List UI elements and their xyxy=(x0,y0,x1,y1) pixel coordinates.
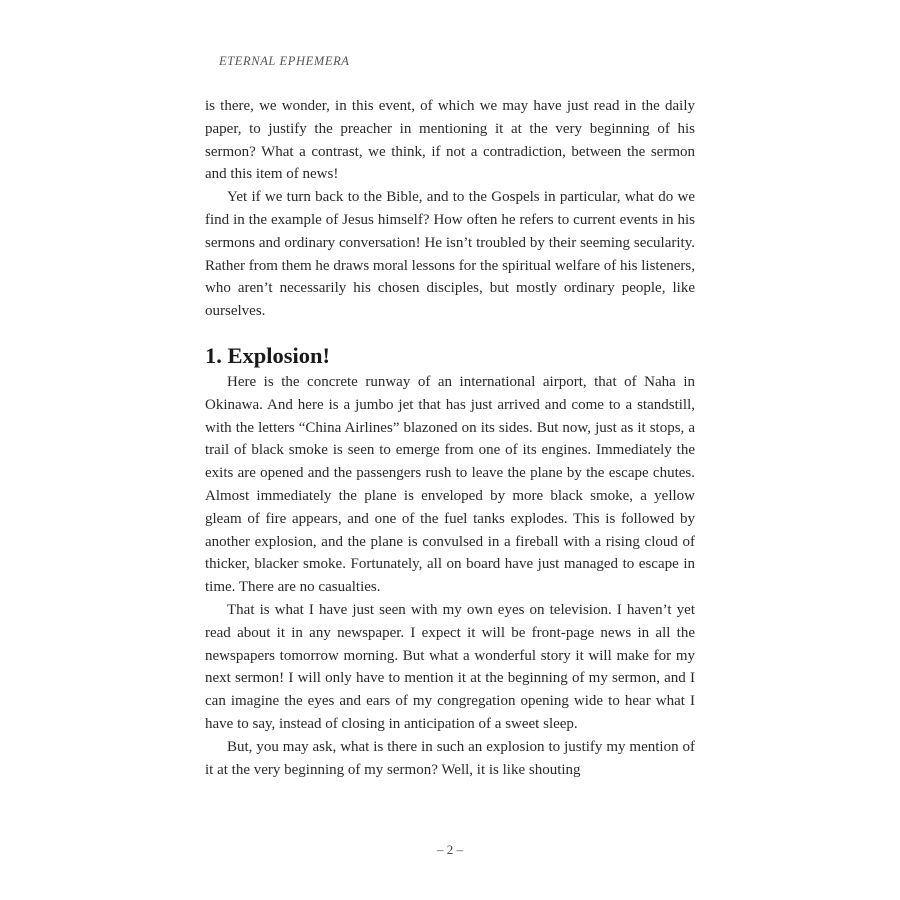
paragraph-continued: is there, we wonder, in this event, of which we may have just read in the daily paper, to justify the preacher in mentioning it at the very beginning of his sermon? What a contrast, we think, if not a contradiction, between the sermon and this item of news! xyxy=(205,98,695,183)
paragraph: That is what I have just seen with my own eyes on television. I haven’t yet read about it in any newspaper. I expect it will be front-page news in all the newspapers tomorrow morning. But what a wonderful story it will make for my next sermon! I will only have to mention it at the beginning of my sermon, and I can imagine the eyes and ears of my congregation opening wide to hear what I have to say, instead of closing in anticipation of a sweet sleep. xyxy=(205,601,695,732)
section-heading: 1. Explosion! xyxy=(205,342,331,368)
paragraph: But, you may ask, what is there in such an explosion to justify my mention of it at the very beginning of my sermon? Well, it is like shouting xyxy=(205,738,695,778)
page-number: – 2 – xyxy=(437,842,463,857)
paragraph: Here is the concrete runway of an international airport, that of Naha in Okinawa. And here is a jumbo jet that has just arrived and come to a standstill, with the letters “China Airlines” blazoned on its sides. But now, just as it stops, a trail of black smoke is seen to emerge from one of its engines. Immediately the exits are opened and the passengers rush to leave the plane by the escape chutes. Almost immediately the plane is enveloped by more black smoke, a yellow gleam of fire appears, and one of the fuel tanks explodes. This is followed by another explosion, and the plane is convulsed in a fireball with a rising cloud of thicker, blacker smoke. Fortunately, all on board have just managed to escape in time. There are no casualties. xyxy=(205,373,695,596)
paragraph: Yet if we turn back to the Bible, and to the Gospels in particular, what do we find in the example of Jesus himself? How often he refers to current events in his sermons and ordinary conversation! He isn’t troubled by their seeming secularity. Rather from them he draws moral lessons for the spiritual welfare of his listeners, who aren’t necessarily his chosen disciples, but mostly ordinary people, like ourselves. xyxy=(205,189,695,320)
body-text xyxy=(205,95,695,781)
running-head: ETERNAL EPHEMERA xyxy=(219,54,350,68)
